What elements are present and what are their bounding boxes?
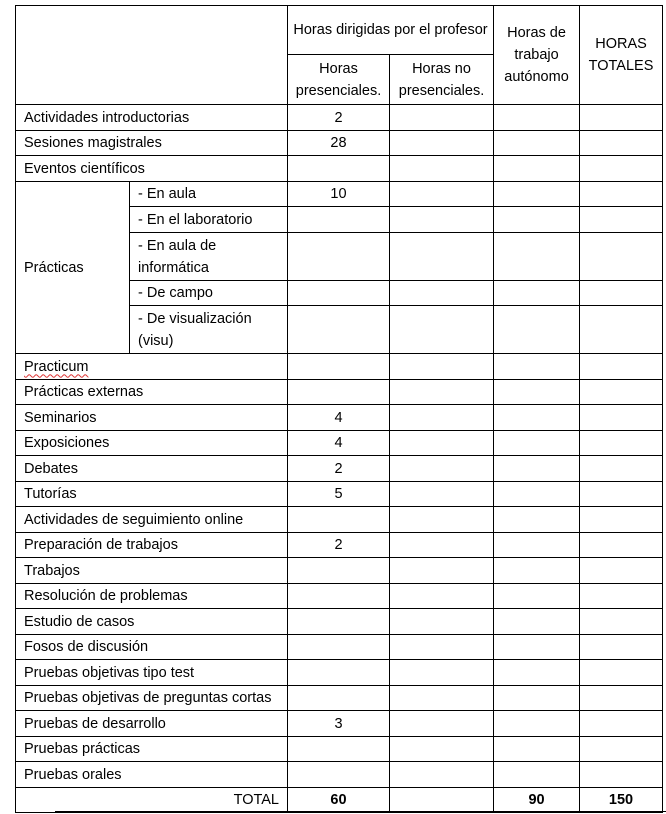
row-label: Actividades introductorias — [16, 105, 288, 131]
row-label: Trabajos — [16, 558, 288, 584]
row-label: Pruebas orales — [16, 762, 288, 788]
presenciales-value: 2 — [288, 456, 390, 482]
row-label: Pruebas prácticas — [16, 737, 288, 762]
page-divider — [55, 811, 666, 812]
row-label: Prácticas externas — [16, 380, 288, 405]
row-label: Eventos científicos — [16, 156, 288, 182]
row-label: Pruebas objetivas tipo test — [16, 660, 288, 686]
table-row — [16, 609, 663, 635]
table-row — [16, 431, 663, 456]
total-autonomo: 90 — [494, 788, 580, 813]
row-label: Exposiciones — [16, 431, 288, 456]
row-label: Actividades de seguimiento online — [16, 507, 288, 533]
presenciales-value: 4 — [288, 405, 390, 431]
row-label: Resolución de problemas — [16, 584, 288, 609]
row-label: Seminarios — [16, 405, 288, 431]
header-empty-cell — [16, 6, 288, 105]
row-label: Pruebas objetivas de preguntas cortas — [16, 686, 288, 711]
total-presenciales: 60 — [288, 788, 390, 813]
presenciales-value: 28 — [288, 131, 390, 156]
table-row — [16, 558, 663, 584]
sub-row-label: - En aula — [130, 182, 288, 207]
header-no-presenciales: Horas no presenciales. — [390, 55, 494, 105]
total-totales: 150 — [580, 788, 663, 813]
table-row — [16, 762, 663, 788]
presenciales-value: 3 — [288, 711, 390, 737]
header-totales: HORAS TOTALES — [580, 6, 663, 105]
row-label: Estudio de casos — [16, 609, 288, 635]
table-row — [16, 507, 663, 533]
total-no-presenciales — [390, 788, 494, 813]
sub-row-label: - De campo — [130, 281, 288, 306]
row-label: Sesiones magistrales — [16, 131, 288, 156]
presenciales-value: 4 — [288, 431, 390, 456]
hours-table — [15, 5, 663, 813]
table-row — [16, 584, 663, 609]
header-group-dirigidas: Horas dirigidas por el profesor — [288, 6, 494, 55]
table-row — [16, 635, 663, 660]
table-row — [16, 354, 663, 380]
header-autonomo: Horas de trabajo autónomo — [494, 6, 580, 105]
row-label: Preparación de trabajos — [16, 533, 288, 558]
sub-row-label: - En aula de informática — [130, 233, 288, 281]
table-row — [16, 686, 663, 711]
table-row — [16, 405, 663, 431]
table-row — [16, 660, 663, 686]
sub-row-label: - En el laboratorio — [130, 207, 288, 233]
sub-row-label: - De visualización (visu) — [130, 306, 288, 354]
total-label: TOTAL — [16, 788, 288, 813]
table-row — [16, 456, 663, 482]
table-row — [16, 711, 663, 737]
presenciales-value: 10 — [288, 182, 390, 207]
presenciales-value: 2 — [288, 533, 390, 558]
table-row — [16, 182, 663, 207]
table-row — [16, 131, 663, 156]
table-row — [16, 737, 663, 762]
row-label-practicas: Prácticas — [16, 182, 130, 354]
table-row — [16, 156, 663, 182]
table-row — [16, 105, 663, 131]
row-label: Fosos de discusión — [16, 635, 288, 660]
row-label: Debates — [16, 456, 288, 482]
row-label: Pruebas de desarrollo — [16, 711, 288, 737]
header-presenciales: Horas presenciales. — [288, 55, 390, 105]
presenciales-value: 2 — [288, 105, 390, 131]
table-row — [16, 380, 663, 405]
presenciales-value: 5 — [288, 482, 390, 507]
total-row — [16, 788, 663, 813]
row-label: Tutorías — [16, 482, 288, 507]
practicum-text: Practicum — [24, 358, 89, 375]
row-label — [16, 354, 288, 380]
table-row — [16, 482, 663, 507]
table-row — [16, 533, 663, 558]
